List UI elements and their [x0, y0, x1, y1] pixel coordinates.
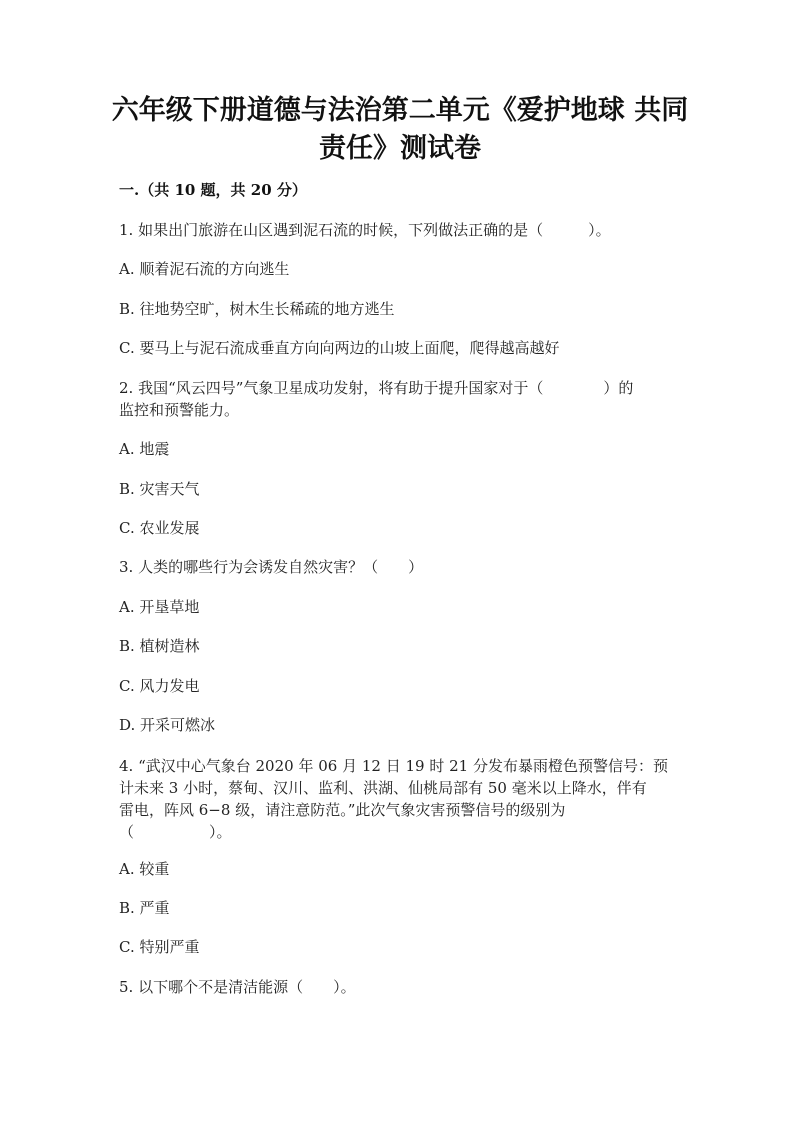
question-1-stem: 1. 如果出门旅游在山区遇到泥石流的时候，下列做法正确的是（ ）。 — [119, 221, 611, 239]
question-2-stem-line-1: 2. 我国“风云四号”气象卫星成功发射，将有助于提升国家对于（ ）的 — [119, 379, 634, 397]
question-4-stem-line-3: 雷电，阵风 6−8 级，请注意防范。”此次气象灾害预警信号的级别为 — [119, 801, 566, 819]
page-title: 六年级下册道德与法治第二单元《爱护地球 共同责任》测试卷 — [111, 95, 689, 164]
question-4-option-a: A. 较重 — [119, 860, 170, 878]
question-2-option-b: B. 灾害天气 — [119, 480, 200, 498]
section-heading: 一.（共 10 题，共 20 分） — [119, 181, 307, 199]
question-2-option-a: A. 地震 — [119, 440, 170, 458]
question-3-stem: 3. 人类的哪些行为会诱发自然灾害？（ ） — [119, 558, 424, 576]
question-4-option-b: B. 严重 — [119, 899, 170, 917]
question-4-option-c: C. 特别严重 — [119, 938, 200, 956]
question-3-option-b: B. 植树造林 — [119, 637, 200, 655]
question-4-stem-line-2: 计未来 3 小时，蔡甸、汉川、监利、洪湖、仙桃局部有 50 毫米以上降水，伴有 — [119, 779, 647, 797]
question-5-stem: 5. 以下哪个不是清洁能源（ ）。 — [119, 978, 356, 996]
question-3-option-c: C. 风力发电 — [119, 677, 200, 695]
question-4-stem-line-4: （ ）。 — [119, 823, 232, 841]
question-1-option-c: C. 要马上与泥石流成垂直方向向两边的山坡上面爬，爬得越高越好 — [119, 339, 560, 357]
question-2-option-c: C. 农业发展 — [119, 519, 200, 537]
question-1-option-a: A. 顺着泥石流的方向逃生 — [119, 260, 290, 278]
question-1-option-b: B. 往地势空旷，树木生长稀疏的地方逃生 — [119, 300, 395, 318]
question-3-option-a: A. 开垦草地 — [119, 598, 200, 616]
question-2-stem-line-2: 监控和预警能力。 — [119, 401, 240, 419]
question-4-stem-line-1: 4. “武汉中心气象台 2020 年 06 月 12 日 19 时 21 分发布暴雨橙色预警信号：预 — [119, 757, 668, 775]
question-3-option-d: D. 开采可燃冰 — [119, 716, 216, 734]
